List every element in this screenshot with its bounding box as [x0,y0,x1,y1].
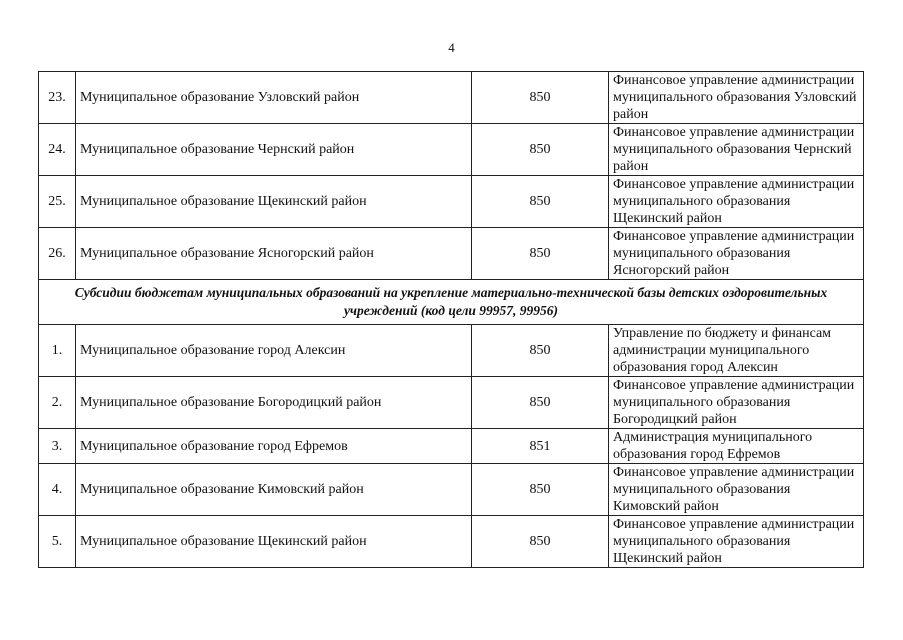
chapter-code: 850 [472,72,609,124]
section-heading: Субсидии бюджетам муниципальных образований на укрепление материально-технической базы детских оздоровительных учреждений (код цели 99957, 99956) [39,280,864,325]
administrator-name: Финансовое управление администрации муниципального образования Кимовский район [609,464,864,516]
page-number: 4 [448,40,455,55]
municipality-name: Муниципальное образование Ясногорский район [76,228,472,280]
row-number: 5. [39,516,76,568]
chapter-code: 850 [472,325,609,377]
row-number: 3. [39,429,76,464]
table-row [39,124,864,176]
administrator-name: Финансовое управление администрации муниципального образования Щекинский район [609,516,864,568]
municipality-name: Муниципальное образование Богородицкий район [76,377,472,429]
chapter-code: 851 [472,429,609,464]
municipality-name: Муниципальное образование город Ефремов [76,429,472,464]
table-row [39,325,864,377]
row-number: 4. [39,464,76,516]
administrator-name: Финансовое управление администрации муниципального образования Ясногорский район [609,228,864,280]
table-row [39,228,864,280]
chapter-code: 850 [472,377,609,429]
chapter-code: 850 [472,124,609,176]
row-number: 1. [39,325,76,377]
row-number: 24. [39,124,76,176]
table-row [39,516,864,568]
administrator-name: Финансовое управление администрации муниципального образования Богородицкий район [609,377,864,429]
table-row [39,464,864,516]
municipality-name: Муниципальное образование Кимовский район [76,464,472,516]
municipality-name: Муниципальное образование Щекинский район [76,176,472,228]
administrator-name: Финансовое управление администрации муниципального образования Чернский район [609,124,864,176]
municipality-name: Муниципальное образование Чернский район [76,124,472,176]
chapter-code: 850 [472,464,609,516]
table-row [39,176,864,228]
table-row [39,72,864,124]
row-number: 25. [39,176,76,228]
section-row [39,280,864,325]
municipality-name: Муниципальное образование Щекинский район [76,516,472,568]
subsidy-table [38,71,864,568]
table-row [39,429,864,464]
chapter-code: 850 [472,228,609,280]
row-number: 2. [39,377,76,429]
table-row [39,377,864,429]
administrator-name: Финансовое управление администрации муниципального образования Щекинский район [609,176,864,228]
row-number: 23. [39,72,76,124]
administrator-name: Финансовое управление администрации муниципального образования Узловский район [609,72,864,124]
administrator-name: Управление по бюджету и финансам администрации муниципального образования город Алексин [609,325,864,377]
municipality-name: Муниципальное образование Узловский район [76,72,472,124]
row-number: 26. [39,228,76,280]
chapter-code: 850 [472,516,609,568]
chapter-code: 850 [472,176,609,228]
municipality-name: Муниципальное образование город Алексин [76,325,472,377]
administrator-name: Администрация муниципального образования город Ефремов [609,429,864,464]
